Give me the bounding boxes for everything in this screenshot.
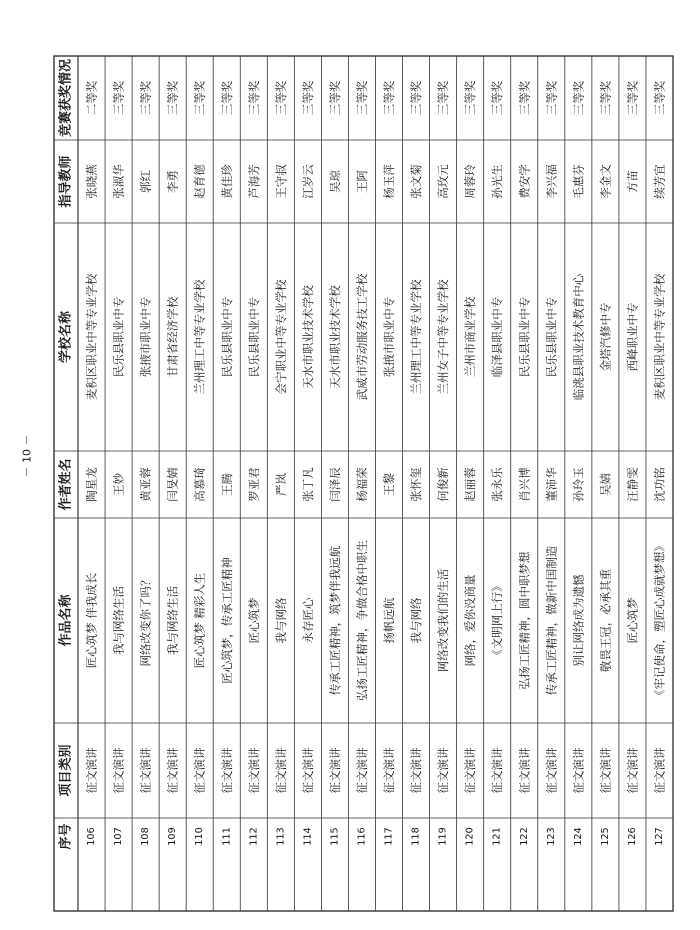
cell-seq-number: 109 [167,827,179,846]
cell-advisor: 李勇 [165,170,180,193]
cell-award: 三等奖 [273,80,288,116]
table-row [139,80,153,845]
cell-work-title: 匠心筑梦 精彩人生 [192,572,207,669]
header-advisor: 指导教师 [58,155,74,208]
cell-award: 三等奖 [382,80,397,116]
cell-project-category: 征文演讲 [625,747,640,794]
cell-work-title: 匠心筑梦，传承工匠精神 [219,557,234,684]
table-row [625,80,639,845]
cell-advisor: 李金文 [598,164,613,199]
cell-author-name: 董沛华 [544,467,559,502]
cell-award: 三等奖 [571,80,586,116]
cell-project-category: 征文演讲 [571,747,586,794]
cell-author-name: 汪静雯 [625,467,640,502]
table-row [382,80,396,845]
cell-school-name: 金塔汽修中专 [598,302,613,372]
header-seq-number: 序号 [58,823,74,850]
cell-seq-number: 115 [329,827,341,846]
cell-award: 三等奖 [490,80,505,116]
cell-seq-number: 120 [464,827,476,846]
cell-school-name: 天水市职业技术学校 [327,285,342,389]
table-row [544,80,558,845]
cell-award: 三等奖 [327,80,342,116]
cell-author-name: 赵丽蓉 [463,467,478,502]
cell-author-name: 黄亚蓉 [138,467,153,502]
header-work-title: 作品名称 [58,594,74,647]
cell-seq-number: 111 [221,827,233,846]
cell-author-name: 高慕琦 [192,467,207,502]
table-row [490,80,504,845]
cell-author-name: 罗亚君 [246,467,261,502]
cell-school-name: 甘肃省经济学校 [165,296,180,378]
cell-seq-number: 123 [545,827,557,846]
cell-award: 三等奖 [138,80,153,116]
cell-award: 三等奖 [598,80,613,116]
cell-project-category: 征文演讲 [300,747,315,794]
table-row [247,80,261,845]
cell-award: 三等奖 [300,80,315,116]
cell-school-name: 民乐县职业中专 [111,296,126,378]
cell-advisor: 周蓉玲 [463,164,478,199]
cell-advisor: 芦海芳 [246,164,261,199]
cell-work-title: 我与网络生活 [111,586,126,655]
cell-project-category: 征文演讲 [84,747,99,794]
cell-author-name: 孙玲玉 [571,467,586,502]
header-school-name: 学校名称 [58,310,74,364]
cell-school-name: 西峰职业中专 [625,302,640,372]
page-number: － 10 － [20,434,34,478]
cell-author-name: 陶星龙 [84,467,99,502]
cell-work-title: 扬帆远航 [382,597,397,644]
cell-work-title: 永存匠心 [300,597,315,644]
cell-award: 三等奖 [219,80,234,116]
cell-author-name: 闫泽辰 [327,467,342,502]
cell-school-name: 会宁职业中等专业学校 [273,279,288,395]
cell-project-category: 征文演讲 [192,747,207,794]
table-row [436,80,450,845]
cell-award: 三等奖 [409,80,424,116]
cell-author-name: 肖兴博 [517,467,532,502]
cell-author-name: 严岚 [273,473,288,496]
cell-project-category: 征文演讲 [517,747,532,794]
cell-award: 三等奖 [192,80,207,116]
table-row [571,80,585,845]
cell-school-name: 武威市劳动服务技工学校 [354,273,369,401]
cell-project-category: 征文演讲 [436,747,451,794]
cell-advisor: 吴琼 [327,170,342,193]
table-row [652,80,666,845]
cell-author-name: 吴婧 [598,473,613,496]
cell-advisor: 孙光生 [490,164,505,199]
cell-award: 三等奖 [652,80,667,116]
cell-school-name: 民乐县职业中专 [246,296,261,378]
cell-work-title: 弘扬工匠精神，争做合格中职生 [354,540,369,701]
cell-work-title: 敬畏王冠，必承其重 [598,568,613,673]
cell-school-name: 临泽县职业中专 [490,296,505,378]
header-project-category: 项目类别 [58,744,74,797]
cell-advisor: 李兴福 [544,164,559,199]
table-row [220,80,234,845]
cell-advisor: 黄佳珍 [219,164,234,199]
cell-school-name: 民乐县职业中专 [219,296,234,378]
cell-author-name: 王妙 [111,473,126,496]
cell-seq-number: 122 [518,827,530,846]
cell-seq-number: 116 [356,827,368,846]
cell-seq-number: 112 [248,827,260,846]
cell-seq-number: 121 [491,827,503,846]
cell-project-category: 征文演讲 [219,747,234,794]
table-row [355,80,369,845]
table-row [328,80,342,845]
cell-work-title: 匠心筑梦 伴我成长 [84,572,99,669]
cell-project-category: 征文演讲 [463,747,478,794]
cell-seq-number: 117 [383,827,395,846]
cell-advisor: 方苗 [625,170,640,193]
cell-work-title: 我与网络 [409,597,424,644]
cell-project-category: 征文演讲 [165,747,180,794]
cell-award: 三等奖 [436,80,451,116]
cell-seq-number: 106 [86,827,98,846]
cell-author-name: 张怀玺 [409,467,424,502]
cell-author-name: 王黎 [382,473,397,496]
cell-seq-number: 124 [572,827,584,846]
cell-award: 三等奖 [544,80,559,116]
cell-advisor: 赵育德 [192,164,207,199]
cell-school-name: 兰州理工中等专业学校 [409,279,424,395]
cell-advisor: 王守叔 [273,164,288,199]
cell-school-name: 麦积区职业中等专业学校 [84,273,99,401]
table-row [598,80,612,845]
cell-seq-number: 119 [437,827,449,846]
cell-seq-number: 107 [113,827,125,846]
cell-work-title: 匠心筑梦 [246,597,261,644]
table-row [463,80,477,845]
cell-award: 三等奖 [625,80,640,116]
cell-project-category: 征文演讲 [273,747,288,794]
cell-advisor: 张晓燕 [84,164,99,199]
table-row [301,80,315,845]
cell-advisor: 毛惠芬 [571,164,586,199]
cell-advisor: 费安学 [517,164,532,199]
cell-author-name: 何俊新 [436,467,451,502]
table-row [85,80,99,845]
cell-project-category: 征文演讲 [246,747,261,794]
cell-author-name: 沈功铭 [652,467,667,502]
cell-seq-number: 108 [140,827,152,846]
table-row [409,80,423,845]
cell-work-title: 《牢记使命，塑匠心成就梦想》 [652,540,667,701]
cell-seq-number: 127 [653,827,665,846]
cell-work-title: 网络，爱你没商量 [463,574,478,667]
cell-award: 三等奖 [246,80,261,116]
header-author-name: 作者姓名 [58,458,74,511]
cell-seq-number: 118 [410,827,422,846]
table-row [517,80,531,845]
table-row [166,80,180,845]
cell-work-title: 传承工匠精神，筑梦伴我远航 [327,545,342,696]
cell-advisor: 郭红 [138,170,153,193]
cell-work-title: 我与网络生活 [165,586,180,655]
cell-advisor: 张文菊 [409,164,424,199]
cell-work-title: 别让网络成为遗憾 [571,574,586,667]
cell-seq-number: 126 [626,827,638,846]
cell-work-title: 匠心筑梦 [625,597,640,644]
header-award: 竞赛获奖情况 [58,58,74,138]
cell-award: 三等奖 [463,80,478,116]
cell-school-name: 民乐县职业中专 [544,296,559,378]
cell-project-category: 征文演讲 [409,747,424,794]
table-row [112,80,126,845]
cell-school-name: 民乐县职业中专 [517,296,532,378]
cell-project-category: 征文演讲 [354,747,369,794]
cell-work-title: 我与网络 [273,597,288,644]
cell-project-category: 征文演讲 [111,747,126,794]
table-row [193,80,207,845]
cell-seq-number: 125 [599,827,611,846]
cell-school-name: 麦积区职业中等专业学校 [652,273,667,401]
cell-award: 三等奖 [165,80,180,116]
cell-seq-number: 114 [302,827,314,846]
cell-school-name: 天水市职业技术学校 [300,285,315,389]
cell-project-category: 征文演讲 [544,747,559,794]
cell-school-name: 兰州市商业学校 [463,296,478,378]
cell-seq-number: 110 [194,827,206,846]
cell-work-title: 网络改变我们的生活 [436,568,451,673]
cell-work-title: 弘扬工匠精神，圆中职梦想 [517,551,532,690]
cell-school-name: 兰州理工中等专业学校 [192,279,207,395]
cell-school-name: 张掖市职业中专 [382,296,397,378]
cell-work-title: 《文明网上行》 [490,580,505,661]
cell-author-name: 张丁凡 [300,467,315,502]
cell-school-name: 张掖市职业中专 [138,296,153,378]
cell-project-category: 征文演讲 [490,747,505,794]
cell-project-category: 征文演讲 [598,747,613,794]
cell-project-category: 征文演讲 [138,747,153,794]
cell-award: 二等奖 [84,80,99,116]
cell-work-title: 网络改变你了吗？ [138,574,153,667]
cell-advisor: 王阿 [354,170,369,193]
cell-advisor: 张淑华 [111,164,126,199]
cell-author-name: 闫旻婧 [165,467,180,502]
cell-seq-number: 113 [275,827,287,846]
cell-award: 三等奖 [354,80,369,116]
cell-award: 三等奖 [111,80,126,116]
cell-award: 三等奖 [517,80,532,116]
cell-advisor: 高玫元 [436,164,451,199]
cell-school-name: 临洮县职业技术教育中心 [571,273,586,401]
cell-work-title: 传承工匠精神，做新中国制造 [544,545,559,696]
table-row [274,80,288,845]
cell-advisor: 杨玉萍 [382,164,397,199]
cell-project-category: 征文演讲 [652,747,667,794]
cell-advisor: 江岁云 [300,164,315,199]
cell-advisor: 续芳宜 [652,164,667,199]
cell-project-category: 征文演讲 [327,747,342,794]
cell-author-name: 杨福荣 [354,467,369,502]
cell-project-category: 征文演讲 [382,747,397,794]
cell-school-name: 兰州女子中等专业学校 [436,279,451,395]
cell-author-name: 王腾 [219,473,234,496]
cell-author-name: 张永乐 [490,467,505,502]
